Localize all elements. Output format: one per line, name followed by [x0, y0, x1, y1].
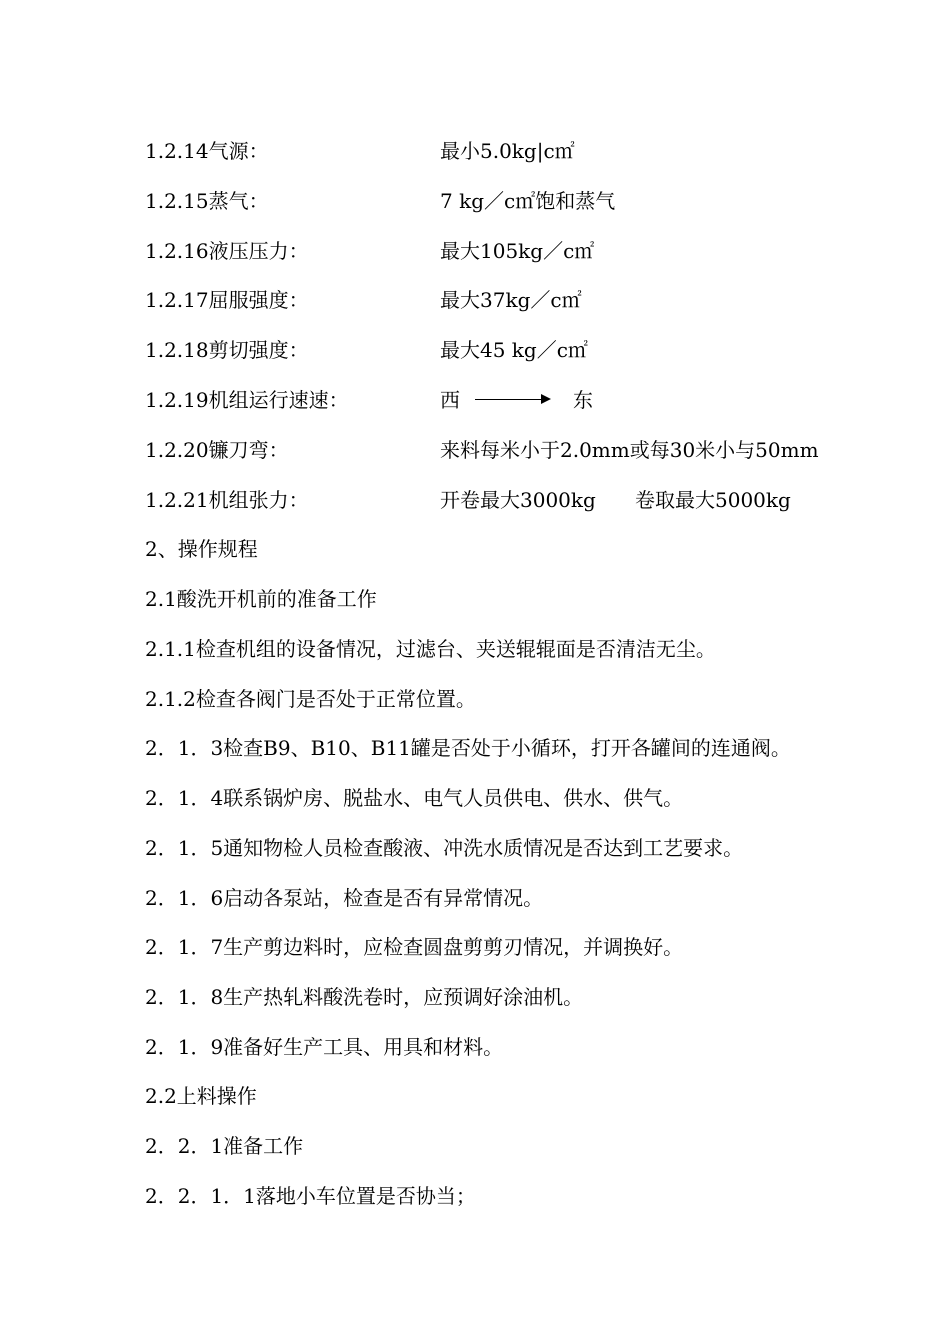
section-heading: 2、操作规程 — [145, 537, 258, 561]
spec-label: 1.2.19机组运行速速： — [145, 388, 349, 412]
spec-label: 1.2.17屈服强度： — [145, 288, 309, 312]
spec-value: 最大105kg／c㎡ — [440, 239, 595, 263]
subsection-heading: 2.1酸洗开机前的准备工作 — [145, 587, 377, 611]
spec-value: 来料每米小于2.0mm或每30米小与50mm — [440, 438, 819, 462]
spec-value-recoiler: 卷取最大5000kg — [635, 488, 791, 512]
spec-value: 7 kg／c㎡饱和蒸气 — [440, 189, 616, 213]
paragraph: 2．1．6启动各泵站，检查是否有异常情况。 — [145, 886, 544, 910]
paragraph: 2．1．7生产剪边料时，应检查圆盘剪剪刃情况，并调换好。 — [145, 935, 684, 959]
direction-to: 东 — [573, 388, 593, 412]
spec-label: 1.2.18剪切强度： — [145, 338, 309, 362]
spec-value: 最大37kg／c㎡ — [440, 288, 582, 312]
arrow-right-icon — [541, 394, 551, 404]
direction-from: 西 — [440, 388, 460, 412]
subsection-heading: 2.2上料操作 — [145, 1084, 257, 1108]
paragraph: 2．1．4联系锅炉房、脱盐水、电气人员供电、供水、供气。 — [145, 786, 684, 810]
spec-label: 1.2.16液压压力： — [145, 239, 309, 263]
spec-value: 最小5.0kg|c㎡ — [440, 139, 575, 163]
spec-label: 1.2.20镰刀弯： — [145, 438, 289, 462]
paragraph: 2．2．1．1落地小车位置是否协当； — [145, 1184, 476, 1208]
subsection-heading: 2．2．1准备工作 — [145, 1134, 304, 1158]
direction-arrow-line — [475, 399, 547, 400]
paragraph: 2．1．9准备好生产工具、用具和材料。 — [145, 1035, 504, 1059]
paragraph: 2.1.2检查各阀门是否处于正常位置。 — [145, 687, 476, 711]
spec-value-uncoiler: 开卷最大3000kg — [440, 488, 596, 512]
spec-label: 1.2.15蒸气： — [145, 189, 269, 213]
spec-label: 1.2.21机组张力： — [145, 488, 309, 512]
paragraph: 2．1．3检查B9、B10、B11罐是否处于小循环，打开各罐间的连通阀。 — [145, 736, 791, 760]
paragraph: 2.1.1检查机组的设备情况，过滤台、夹送辊辊面是否清洁无尘。 — [145, 637, 716, 661]
paragraph: 2．1．8生产热轧料酸洗卷时，应预调好涂油机。 — [145, 985, 584, 1009]
paragraph: 2．1．5通知物检人员检查酸液、冲洗水质情况是否达到工艺要求。 — [145, 836, 744, 860]
spec-label: 1.2.14气源： — [145, 139, 269, 163]
spec-value: 最大45 kg／c㎡ — [440, 338, 588, 362]
